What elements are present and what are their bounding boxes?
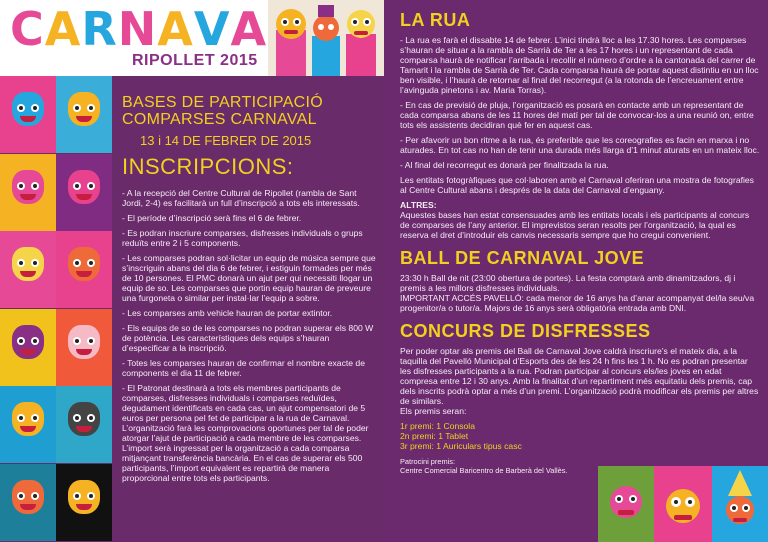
logo-letter: C: [10, 2, 45, 56]
character-eye: [17, 337, 25, 345]
logo-letter: A: [157, 2, 194, 56]
prize-item: 1r premi: 1 Consola: [400, 421, 475, 431]
character-tile: [56, 386, 112, 463]
logo-letter: V: [193, 2, 231, 56]
bottom-illustration: [598, 466, 768, 542]
character-tile: [56, 231, 112, 308]
masthead-illustration: [268, 0, 384, 76]
rua-item: - En cas de previsió de pluja, l’organització es posarà en contacte amb un representant de cada comparsa abans de les 11 hores del matí per tal de convocar-los a una reunió on, entre tots els assistents decidiran què fer en aquest cas.: [400, 100, 754, 130]
altres-label: ALTRES:: [400, 200, 437, 210]
inscription-item: - Els equips de so de les comparses no podran superar els 800 W de potència. Les característiques dels equips s’hauran d’especificar a la inscripció.: [122, 323, 374, 353]
character-eye: [17, 104, 25, 112]
logo-letter: A: [230, 2, 268, 56]
character-tile: [56, 154, 112, 231]
character-tile: [0, 309, 56, 386]
inscription-item: - Les comparses amb vehicle hauran de portar extintor.: [122, 308, 333, 318]
inscription-item: - El període d’inscripció serà fins el 6 de febrer.: [122, 213, 302, 223]
carnaval-logo: [10, 4, 297, 54]
logo-letter: N: [117, 2, 158, 56]
character-tile: [0, 76, 56, 153]
character-tile: [0, 154, 56, 231]
character-eye: [31, 337, 39, 345]
concurs-text: Per poder optar als premis del Ball de Carnaval Jove caldrà inscriure’s el mateix dia, a la taquilla del Pavelló Municipal d’Esports des de les 24 h fins les 1 h. No es podran presentar les disfresses participants a la rua. Podran participar al concurs els/les joves en edat compresa entre 12 i 30 anys. Amb la finalitat d’un repartiment més equitatiu dels premis, cap dels inscrits podrà optar a més d’un premi. L’organització podrà modificar els premis per altres de similars.: [400, 346, 759, 406]
rua-photo-note: Les entitats fotogràfiques que col·laboren amb el Carnaval oferiran una mostra de fotografies al Centre Cultural abans i després de la data del Carnaval d’enguany.: [400, 175, 754, 195]
inscription-item: - El Patronat destinarà a tots els membres participants de comparses, disfresses individuals i comparses reduïdes, degudament identificats en cada cas, un ajut compensatori de 5 euros per persona pel fet de participar a la rua de Carnaval. L’organització farà les comprovacions oportunes per tal de poder atorgar l’ajut de participació a cada membre de les comparses. L’import serà ingressat per la organització a cada comparsa mitjançant transferència bancària. En el cas de superar els 500 participants, l’import equivalent es repartirà de manera proporcional entre tots els participants.: [122, 383, 369, 483]
logo-letter: R: [81, 2, 118, 56]
character-tile: [56, 76, 112, 153]
rua-item: - Per afavorir un bon ritme a la rua, és preferible que les coreografies es facin en marxa i no aturades. En tot cas no han de tenir una durada més llarga d’1 minut aturats en un mateix lloc.: [400, 135, 760, 155]
rua-item: - Al final del recorregut es donarà per finalitzada la rua.: [400, 160, 609, 170]
logo-letter: A: [44, 2, 82, 56]
masthead-subtitle: RIPOLLET 2015: [132, 52, 258, 69]
character-eye: [31, 492, 39, 500]
character-eye: [87, 182, 95, 190]
right-panel: [384, 0, 768, 542]
altres-text: Aquestes bases han estat consensuades amb les entitats locals i els participants al concurs de comparses de l’any anterior. El imprevistos seran resolts per l’organització, la qual es reserva el dret d’introduir els canvis necessaris sempre que ho cregui convenient.: [400, 210, 750, 240]
inscription-item: - Es podran inscriure comparses, disfresses individuals o grups reduïts entre 2 i 5 components.: [122, 228, 363, 248]
bases-title-line2: COMPARSES CARNAVAL: [122, 111, 317, 128]
inscription-item: - Les comparses podran sol·licitar un equip de música sempre que s’inscriguin abans del dia 6 de febrer, i estiguin formades per més de 10 persones. El PMC donarà un ajut per qui necessiti llogar un equip de so. Les comparses que portin equip hauran de preveure una furgoneta o similar per instal·lar l’equip a sobre.: [122, 253, 376, 303]
carnival-characters-illustration: [268, 0, 384, 76]
ball-heading: BALL DE CARNAVAL JOVE: [400, 248, 645, 268]
left-content: [122, 94, 377, 488]
character-eye: [31, 182, 39, 190]
bases-title-line1: BASES DE PARTICIPACIÓ: [122, 94, 324, 111]
prize-item: 2n premi: 1 Tablet: [400, 431, 469, 441]
character-mouth: [20, 194, 36, 200]
character-eye: [17, 492, 25, 500]
rua-heading: LA RUA: [400, 10, 471, 30]
masthead: [0, 0, 384, 76]
character-eye: [17, 182, 25, 190]
carnival-characters-bottom: [598, 466, 768, 542]
character-eye: [73, 104, 81, 112]
patrocini-text: Centre Comercial Baricentro de Barberà del Vallès.: [400, 466, 568, 475]
character-eye: [87, 104, 95, 112]
inscription-item: - A la recepció del Centre Cultural de Ripollet (rambla de Sant Jordi, 2-4) es facilitarà un full d’inscripció a tots els interessats.: [122, 188, 360, 208]
inscription-item: - Totes les comparses hauran de confirmar el nombre exacte de components el dia 11 de febrer.: [122, 358, 365, 378]
concurs-heading: CONCURS DE DISFRESSES: [400, 321, 651, 341]
character-eye: [73, 182, 81, 190]
ball-text: 23:30 h Ball de nit (23:00 obertura de portes). La festa comptarà amb dinamitzadors, dj i premis a les millors disfresses individuals.: [400, 273, 736, 293]
premis-label: Els premis seran:: [400, 406, 467, 416]
character-eye: [73, 492, 81, 500]
character-tile: [0, 386, 56, 463]
inscriptions-heading: INSCRIPCIONS:: [122, 154, 294, 179]
character-tile: [0, 231, 56, 308]
event-date: 13 i 14 DE FEBRER DE 2015: [140, 133, 312, 148]
right-content: [400, 10, 760, 475]
ball-important: IMPORTANT ACCÉS PAVELLÓ: cada menor de 16 anys ha d’anar acompanyat del/la seu/va progenitor/a o tutor/a. Majors de 16 anys serà obligatòria entrada amb DNI.: [400, 293, 755, 313]
character-eye: [31, 104, 39, 112]
rua-item: - La rua es farà el dissabte 14 de febrer. L’inici tindrà lloc a les 17.30 hores. Les comparses s’hauran de situar a la rambla de Sarrià de Ter a les 17 hores i un representant de cada comparsa haurà de notificar l’arribada i recollir el número d’ordre a la cantonada del carrer de Tamarit i la rambla de Sarrià de Ter. Cada comparsa haurà de portar aquest distintiu en un lloc ben visible, i l’haurà de retornar al final del recorregut (a la rotonda de l’encreuament entre l’avinguda pinetons i av. Maria Torras).: [400, 35, 759, 95]
prize-item: 3r premi: 1 Auriculars tipus casc: [400, 441, 522, 451]
patrocini-label: Patrocini premis:: [400, 457, 456, 466]
character-eye: [73, 337, 81, 345]
character-mouth: [76, 194, 92, 200]
character-tile: [0, 464, 56, 541]
character-eye: [87, 337, 95, 345]
character-eye: [87, 492, 95, 500]
character-tile: [56, 464, 112, 541]
character-tile: [56, 309, 112, 386]
character-strip: [0, 76, 112, 542]
